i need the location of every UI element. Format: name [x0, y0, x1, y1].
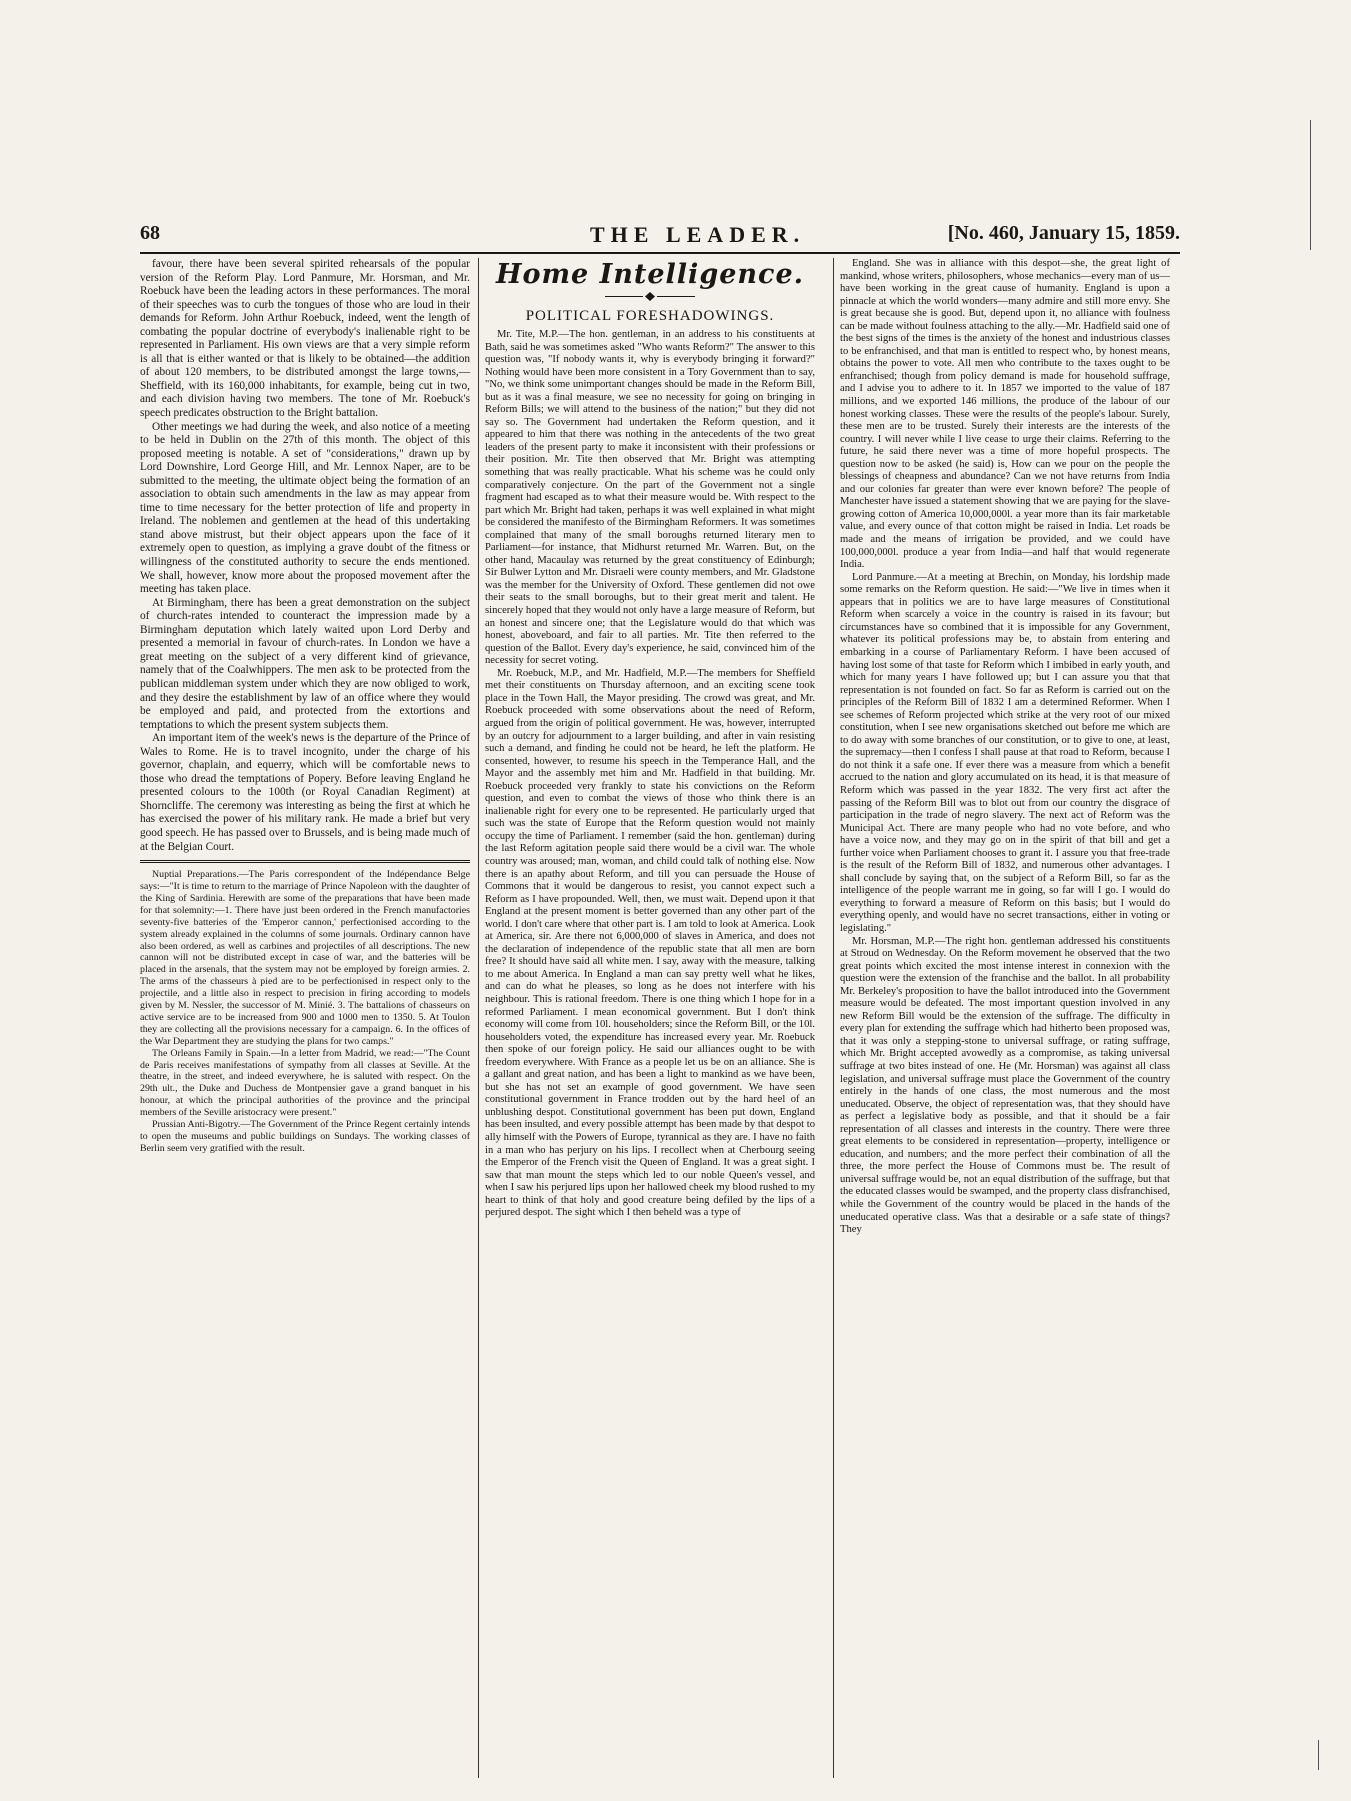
page-header	[140, 222, 1180, 248]
column-1-lead	[140, 258, 470, 854]
header-rule	[140, 252, 1180, 254]
column-2	[485, 258, 815, 1220]
paragraph: Mr. Roebuck, M.P., and Mr. Hadfield, M.P.—The members for Sheffield met their constituents on Thursday afternoon, and an exciting scene took place in the Town Hall, the Mayor presiding. The crowd was great, and Mr. Roebuck proceeded with some observations about the need of Reform, argued from the origin of political government. He was, however, interrupted by an outcry for adjournment to a larger building, and after in vain resisting such a demand, and finding he could not be heard, he left the platform. He consented, however, to resume his speech in the Temperance Hall, and the Mayor and the assembly met him and Mr. Hadfield in that building. Mr. Roebuck proceeded very frankly to state his convictions on the Reform question, and even to combat the views of those who think there is an inalienable right for every one to be represented. He particularly urged that such was the state of Europe that the Reform question would not mainly occupy the time of Parliament. I remember (said the hon. gentleman) during the last Reform agitation people said there would be a civil war. The whole country was aroused; man, woman, and child could talk of nothing else. Now there is an apathy about Reform, and till you can persuade the House of Commons that it would be dangerous to resist, you cannot expect such a Reform as I have propounded. Well, then, we must wait. Depend upon it that England at the present moment is better governed than any other part of the world. I don't care where that other part is. I am told to look at America. Look at America, sir. Are there not 6,000,000 of slaves in America, and does not the declaration of independence of the republic state that all men are born free? It should have said all white men. I say, away with the measure, talking to me about America. In England a man can say pretty well what he likes, and can do what he pleases, so long as he does not interfere with his neighbour. This is rational freedom. There is one thing which I hope for in a reformed Parliament. I mean economical government. But I don't think economy will come from 10l. householders; since the Reform Bill, or the 10l. householders voted, the expenditure has increased every year. Mr. Roebuck then spoke of our foreign policy. He said our alliances ought to be with freedom everywhere. With France as a people let us be on an alliance. She is a gallant and great nation, and has been a light to mankind as we have been, but she has not set an example of good government. We have seen constitutional government in France trodden out by the hard heel of an unblushing despot. Constitutional government has been put down, England has been insulted, and every possible attempt has been made by that despot to ally himself with the Powers of Europe, tyrannical as they are. I have no faith in a man who has perjury on his lips. I recollect when at Cherbourg seeing the Emperor of the French visit the Queen of England. It was a great sight. I saw that man mount the steps which led to our noble Queen's vessel, and when I saw his perjured lips upon her hallowed cheek my blood rushed to my heart to think of that holy and good creature being defiled by the lips of a perjured despot. The sight which I then beheld was a type of	[485, 667, 815, 1219]
paragraph: Lord Panmure.—At a meeting at Brechin, on Monday, his lordship made some remarks on the Reform question. He said:—"We live in times when it appears that in politics we are to have large measures of Constitutional Reform when scarcely a voice in the country is raised in its favour; but circumstances have so combined that it is impossible for any Government, whatever its political professions may be, to abstain from entering and embarking in a course of Parliamentary Reform. I have been accused of having lost some of that taste for Reform which I imbibed in early youth, and which for many years I have followed up; but I can assure you that that representation is not founded on fact. So far as Reform is carried out on the principles of the Reform Bill of 1832 I am a determined Reformer. When I see schemes of Reform projected which strike at the very root of our mixed constitution, when I see new organisations sketched out before me which are to do away with some branches of our constitution, or to give to one, at least, the supremacy—then I confess I shall pause at that road to Reform, because I do not think it a safe one. If ever there was a measure from which a benefit accrued to the nation and glory accumulated on its head, it is that measure of Reform which was passed in the year 1832. The very first act after the passing of the Reform Bill was to blot out from our country the disgrace of participation in the trade of negro slavery. The next act of Reform was the Municipal Act. There are many people who had no vote before, and who have a voice now, and they may go on in the spirit of that bill and get a further voice when Parliament chooses to grant it. I assure you that free-trade is the result of the Reform Bill of 1832, and numerous other advantages. I shall conclude by saying that, on the subject of a Reform Bill, so far as the intelligence of the people warrant me in going, so far will I go. I would do everything to forward a measure of Reform on this basis; but I would do everything openly, and would have no secret transactions, either in voting or legislating."	[840, 571, 1170, 934]
paragraph: Prussian Anti-Bigotry.—The Government of the Prince Regent certainly intends to open the museums and public buildings on Sundays. The working classes of Berlin seem very gratified with the result.	[140, 1119, 470, 1154]
paragraph: Mr. Horsman, M.P.—The right hon. gentleman addressed his constituents at Stroud on Wednesday. On the Reform movement he observed that the two great points which excited the most intense interest in connexion with the question were the extension of the franchise and the ballot. In all probability Mr. Berkeley's proposition to have the ballot introduced into the Government measure would be defeated. The most important question involved in any new Reform Bill would be the extension of the suffrage. The difficulty in every plan for extending the suffrage which had hitherto been proposed was, that it was only a stepping-stone to universal suffrage, or rating suffrage, which Mr. Bright accepted avowedly as a compromise, as taking universal suffrage at two bites instead of one. He (Mr. Horsman) was against all class legislation, and universal suffrage must place the Government of the country entirely in the hands of one class, the most numerous and the most uneducated. Observe, the object of representation was, that they should have as perfect a legislative body as possible, and that it should be a fair representation of all classes and interests in the country. There were three great elements to be considered in representation—property, intelligence or education, and numbers; and the more perfect their combination of all the three, the more perfect the House of Commons must be. The result of universal suffrage would be, not an equal distribution of the suffrage, but that the educated classes would be swamped, and the property class disfranchised, while the Government of the country would be placed in the hands of the uneducated operative class. Was that a desirable or a safe state of things? They	[840, 935, 1170, 1236]
column-rule-2	[833, 258, 834, 1778]
paragraph: Nuptial Preparations.—The Paris correspondent of the Indépendance Belge says:—"It is time to return to the marriage of Prince Napoleon with the daughter of the King of Sardinia. Herewith are some of the preparations that have been made for that solemnity:—1. There have just been ordered in the French manufactories seventy-five batteries of the 'Emperor cannon,' perfectionised according to the system already explained in the columns of some journals. Ordinary cannon have also been ordered, as well as carbines and projectiles of all descriptions. The new cannon will not be distributed except in case of war, and the batteries will be placed in the arsenals, that the system may not be employed by foreign armies. 2. The arms of the chasseurs à pied are to be perfectionised in respect only to the projectile, and a little also in respect to precision in firing according to models given by M. Nessler, the successor of M. Minié. 3. The battalions of chasseurs on active service are to be increased from 900 and 1000 men to 1350. 5. At Toulon they are collecting all the provisions necessary for a campaign. 6. In the offices of the War Department they are studying the plans for two camps."	[140, 869, 470, 1047]
margin-line	[1310, 120, 1311, 250]
paragraph: favour, there have been several spirited rehearsals of the popular version of the Reform Play. Lord Panmure, Mr. Horsman, and Mr. Roebuck have been the leading actors in these performances. The moral of their speeches was to curb the tongues of those who are loud in their demands for Reform. John Arthur Roebuck, indeed, went the length of combating the popular doctrine of everybody's inalienable right to be represented in Parliament. His own views are that a very simple reform is all that is either wanted or that is likely to be obtained—the addition of about 120 members, to be distributed amongst the large towns,—Sheffield, with its 160,000 inhabitants, for example, being cut in two, and each division having two members. The tone of Mr. Roebuck's speech predicates obstruction to the Bright battalion.	[140, 258, 470, 420]
ornament-divider	[485, 292, 815, 303]
paragraph: Mr. Tite, M.P.—The hon. gentleman, in an address to his constituents at Bath, said he was sometimes asked "Who wants Reform?" The answer to this question was, "If nobody wants it, why is everybody bringing it forward?" Nothing would have been more consistent in a Tory Government than to say, "No, we think some unimportant changes should be made in the Reform Bill, but as it was a final measure, we see no necessity for going on bringing in Reform Bills; we will attend to the business of the nation;" but they did not say so. The Government had undertaken the Reform question, and it appeared to him that there was nothing in the antecedents of the two great leaders of the present party to make it inconsistent with their professions or their position. Mr. Tite then observed that Mr. Bright was attempting something that was really practicable. What his scheme was he could only comparatively conjecture. On the part of the Government not a single fragment had escaped as to what their measure would be. With respect to the part which Mr. Bright had taken, perhaps it was well explained in what might be considered the manifesto of the Birmingham Reformers. It was sometimes complained that many of the small boroughs returned literary men to Parliament—for instance, that Midhurst returned Mr. Warren. But, on the other hand, Macaulay was returned by the great constituency of Edinburgh; Sir Bulwer Lytton and Mr. Disraeli were county members, and Mr. Gladstone was the member for the University of Oxford. These gentlemen did not owe their seats to the small boroughs, but to their great merit and talent. He sincerely hoped that they would not only have a large measure of Reform, but an honest and sincere one; that the Legislature would do that which was honest, aboveboard, and fair to all parties. Mr. Tite then referred to the question of the Ballot. Every day's experience, he said, convinced him of the necessity for secret voting.	[485, 329, 815, 667]
paragraph: Other meetings we had during the week, and also notice of a meeting to be held in Dublin on the 27th of this month. The object of this proposed meeting is notable. A set of "considerations," drawn up by Lord Downshire, Lord George Hill, and Mr. Lennox Naper, are to be submitted to the meeting, the ultimate object being the formation of an association to obtain such amendments in the law as may appear from time to time necessary for the better protection of life and property in Ireland. The noblemen and gentlemen at the head of this undertaking stand above mistrust, but their object appears upon the face of it extremely open to question, as implying a grave doubt of the fitness or willingness of the constituted authority to secure the ends mentioned. We shall, however, know more about the proposed movement after the meeting has taken place.	[140, 420, 470, 596]
article-title: POLITICAL FORESHADOWINGS.	[525, 308, 775, 324]
paragraph: The Orleans Family in Spain.—In a letter from Madrid, we read:—"The Count de Paris receives manifestations of sympathy from all classes at Seville. At the theatre, in the street, and indeed everywhere, he is saluted with respect. On the 29th ult., the Duke and Duchess de Montpensier gave a grand banquet in his honour, at which the principal authorities of the province and the principal members of the Seville aristocracy were present."	[140, 1047, 470, 1119]
column-3	[840, 258, 1170, 1237]
section-divider	[140, 860, 470, 863]
paragraph: England. She was in alliance with this despot—she, the great light of mankind, whose writers, philosophers, whose mechanics—every man of us—have been working in the great cause of humanity. England is upon a pinnacle at which the world wonders—many admire and still more envy. She is great because she is good. But, depend upon it, no alliance with foulness can be made without foulness attaching to the ally.—Mr. Hadfield said one of the best signs of the times is the anxiety of the honest and industrious classes to be enfranchised, and that man is entitled to respect who, by honest means, obtains the power to vote. All men who contribute to the taxes ought to be enfranchised; though from policy demand is made for household suffrage, and I advise you to adhere to it. In 1857 we imported to the value of 187 millions, and we exported 146 millions, the produce of the labour of our honest working classes. These were the results of the people's labour. Surely, these men are to be trusted. Surely their interests are the interests of the country. I will never while I live cease to urge their claims. Referring to the future, he said there never was a time of more hopeful prospects. The question now to be asked (he said) is, How can we pour on the people the blessings of cheapness and abundance? Can we not have returns from India and our colonies far greater than were ever known before? The people of Manchester have issued a statement showing that we are paying for the slave-growing cotton of America 10,000,000l. a year more than its fair marketable value, and every ounce of that cotton might be raised in India. Let roads be made and the means of irrigation be provided, and we could have 100,000,000l. produce a year from India—and half that would regenerate India.	[840, 258, 1170, 571]
column-1	[140, 258, 470, 1155]
paragraph: At Birmingham, there has been a great demonstration on the subject of church-rates intended to counteract the impression made by a Birmingham deputation which lately waited upon Lord Derby and presented a memorial in favour of church-rates. In London we have a great meeting on the subject of a very different kind of grievance, namely that of the Coalwhippers. The men ask to be protected from the publican middleman system under which they are now obliged to work, and they desire the establishment by law of an office where they would be employed and paid, and protected from the extortions and temptations to which the present system subjects them.	[140, 596, 470, 731]
section-title: Home Intelligence.	[495, 259, 805, 290]
ornament-icon	[605, 292, 695, 301]
column-rule-1	[478, 258, 479, 1778]
margin-line	[1318, 1740, 1319, 1770]
column-1-paragraphs	[140, 869, 470, 1155]
paragraph: An important item of the week's news is the departure of the Prince of Wales to Rome. He is to travel incognito, under the charge of his governor, chaplain, and equerry, which will be comfortable news to those who dread the temptations of Popery. Before leaving England he presented colours to the 100th (or Royal Canadian Regiment) at Shorncliffe. The ceremony was interesting as being the first at which he has exercised the power of his military rank. He made a brief but very good speech. He has passed over to Brussels, and is being made much of at the Belgian Court.	[140, 732, 470, 853]
page-number: 68	[140, 222, 160, 244]
newspaper-title: THE LEADER.	[590, 222, 806, 247]
issue-info: [No. 460, January 15, 1859.	[947, 222, 1180, 244]
